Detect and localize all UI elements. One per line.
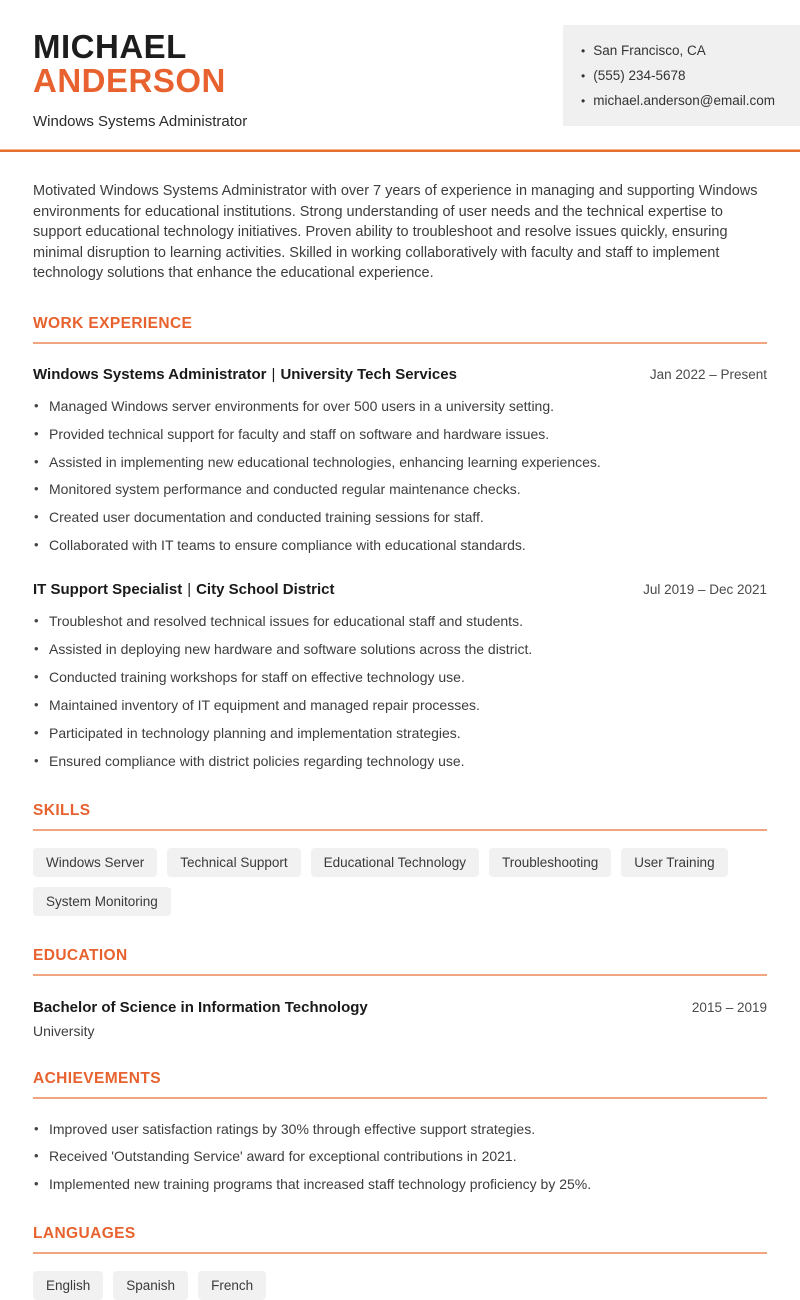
job-dates: Jul 2019 – Dec 2021 [643,582,767,598]
job-company: University Tech Services [280,365,457,383]
education-school: University [33,1022,95,1039]
job-bullet: • Monitored system performance and conducted regular maintenance checks. [33,480,767,499]
job-bullet: • Provided technical support for faculty and staff on software and hardware issues. [33,425,767,444]
job-dates: Jan 2022 – Present [649,366,767,382]
header-job-title: Windows Systems Administrator [33,113,248,131]
job-header-row [33,366,767,383]
section-rule [33,974,767,976]
section-title-education: EDUCATION [33,946,128,964]
achievements-bullet-list [33,1120,767,1195]
skill-chip: System Monitoring [33,887,171,916]
section-rule [33,342,767,344]
job-bullet: • Conducted training workshops for staff on effective technology use. [33,668,767,687]
languages-chip-row [33,1271,767,1300]
resume-header [0,0,800,130]
skill-chip: Technical Support [167,848,300,877]
first-name: MICHAEL [33,28,187,65]
job-bullet: • Ensured compliance with district policies regarding technology use. [33,752,767,771]
section-rule [33,1252,767,1254]
job-title-company [33,581,334,598]
section-rule [33,829,767,831]
section-title-skills: SKILLS [33,801,91,819]
job-bullet: • Maintained inventory of IT equipment and managed repair processes. [33,696,767,715]
achievement-bullet: • Implemented new training programs that increased staff technology proficiency by 25%. [33,1175,767,1194]
resume-content [0,181,800,1300]
education-dates: 2015 – 2019 [691,999,767,1015]
section-education [33,947,767,1039]
education-header-row [33,999,767,1016]
contact-box [563,25,800,126]
contact-phone-text: (555) 234-5678 [593,68,686,83]
bullet-icon: • [581,44,586,58]
job-bullet: • Assisted in deploying new hardware and software solutions across the district. [33,640,767,659]
skills-chip-row [33,848,767,916]
language-chip: English [33,1271,103,1300]
job-title: Windows Systems Administrator [33,365,267,383]
section-title-languages: LANGUAGES [33,1225,136,1243]
header-accent-divider [0,149,800,152]
job-company: City School District [196,581,335,599]
job-separator: | [187,581,192,599]
section-title-work-experience: WORK EXPERIENCE [33,314,193,332]
contact-email-text: michael.anderson@email.com [593,93,775,108]
job-bullet: • Managed Windows server environments for over 500 users in a university setting. [33,397,767,416]
job-title: IT Support Specialist [33,581,183,599]
contact-location-text: San Francisco, CA [593,43,706,58]
job-bullet: • Created user documentation and conducted training sessions for staff. [33,508,767,527]
job-bullet: • Assisted in implementing new educational technologies, enhancing learning experiences. [33,453,767,472]
section-title-achievements: ACHIEVEMENTS [33,1069,161,1087]
job-bullet: • Participated in technology planning and implementation strategies. [33,724,767,743]
name-block [33,25,247,130]
skill-chip: Troubleshooting [489,848,611,877]
job-separator: | [271,365,276,383]
language-chip: Spanish [113,1271,188,1300]
job-entry [33,581,767,770]
contact-email [581,88,786,113]
section-languages [33,1225,767,1300]
job-entry [33,366,767,555]
section-rule [33,1097,767,1099]
last-name: ANDERSON [33,61,226,99]
job-bullet-list [33,397,767,555]
education-entry [33,999,767,1039]
summary-paragraph: Motivated Windows Systems Administrator with over 7 years of experience in managing and supporting Windows environments for educational institutions. Strong understanding of user needs and the technical expertise to support educational technology initiatives. Proven ability to troubleshoot and resolve issues quickly, ensuring minimal disruption to learning activities. Skilled in working collaboratively with faculty and staff to implement technology solutions that enhance the educational experience. [33,183,758,282]
job-header-row [33,581,767,598]
bullet-icon: • [581,69,586,83]
skill-chip: Educational Technology [311,848,479,877]
job-bullet: • Troubleshot and resolved technical issues for educational staff and students. [33,612,767,631]
achievement-bullet: • Improved user satisfaction ratings by 30% through effective support strategies. [33,1120,767,1139]
bullet-icon: • [581,94,586,108]
section-skills [33,802,767,916]
skill-chip: User Training [621,848,727,877]
education-degree: Bachelor of Science in Information Technology [33,998,368,1016]
contact-location [581,38,786,63]
job-title-company [33,366,457,383]
section-achievements [33,1070,767,1195]
achievement-bullet: • Received 'Outstanding Service' award for exceptional contributions in 2021. [33,1147,767,1166]
contact-phone [581,63,786,88]
section-work-experience [33,315,767,771]
job-bullet: • Collaborated with IT teams to ensure compliance with educational standards. [33,536,767,555]
skill-chip: Windows Server [33,848,157,877]
job-bullet-list [33,612,767,770]
language-chip: French [198,1271,266,1300]
